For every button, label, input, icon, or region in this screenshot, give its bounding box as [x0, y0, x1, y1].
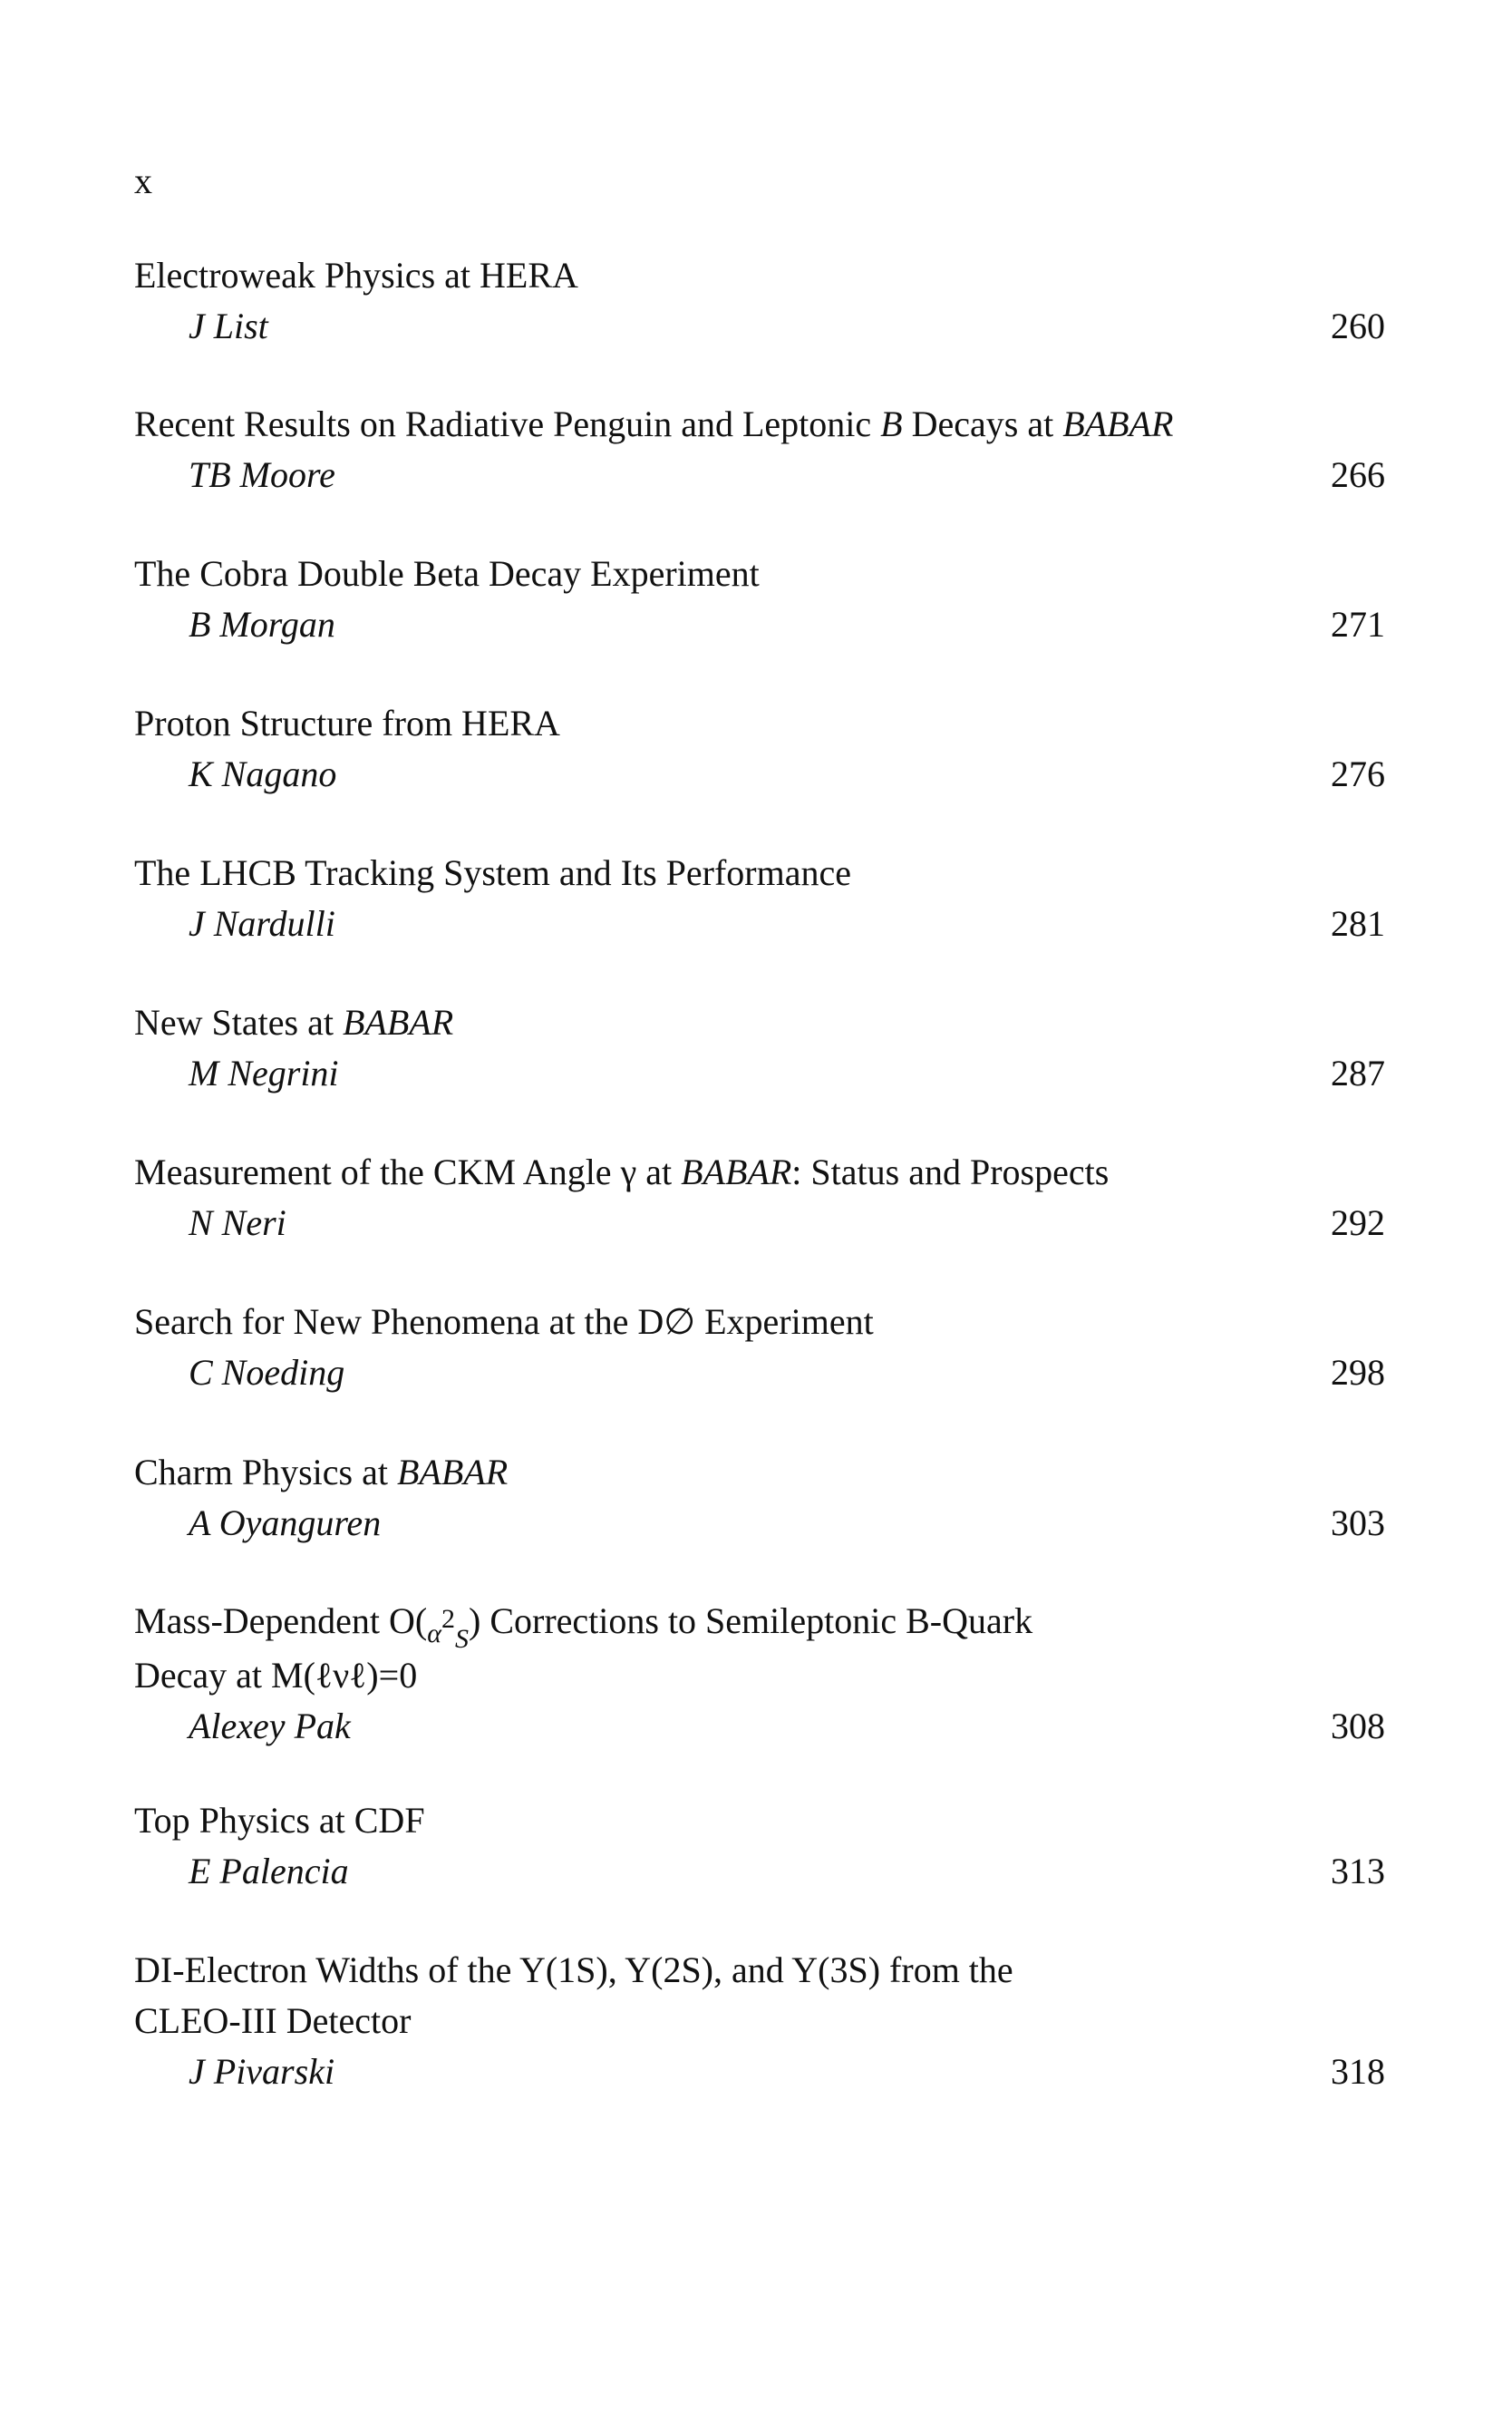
entry-title: Top Physics at CDF: [134, 1800, 425, 1841]
entry-author: TB Moore: [189, 454, 335, 495]
page-number: x: [134, 160, 152, 201]
toc-entry-11: [134, 1795, 1385, 1897]
entry-page: 266: [1331, 454, 1385, 495]
entry-page: 260: [1331, 306, 1385, 346]
entry-page: 298: [1331, 1352, 1385, 1393]
entry-title: Mass-Dependent $O(_\alpha 2_S)$ Corrections to Semileptonic B-Quark: [134, 1600, 1033, 1654]
toc-entry-10: [134, 1596, 1385, 1752]
entry-page: 287: [1331, 1053, 1385, 1094]
entry-author: J List: [189, 306, 268, 346]
entry-author: C Noeding: [189, 1352, 345, 1393]
entry-author: J Nardulli: [189, 903, 335, 944]
entry-title: DI-Electron Widths of the Y(1S), Y(2S), and Y(3S) from the: [134, 1949, 1013, 1990]
entry-title: New States at BABAR: [134, 1002, 454, 1043]
entry-title: Recent Results on Radiative Penguin and Leptonic B Decays at BABAR: [134, 403, 1174, 444]
entry-page: 318: [1331, 2051, 1385, 2092]
entry-author: Alexey Pak: [189, 1706, 351, 1746]
entry-page: 276: [1331, 753, 1385, 794]
entry-title: Measurement of the CKM Angle γ at BABAR: Status and Prospects: [134, 1152, 1110, 1192]
toc-entry-8: [134, 1297, 1385, 1398]
entry-author: J Pivarski: [189, 2051, 335, 2092]
toc-entry-2: [134, 399, 1385, 501]
entry-title: The Cobra Double Beta Decay Experiment: [134, 553, 760, 594]
entry-author: K Nagano: [189, 753, 337, 794]
entry-page: 313: [1331, 1851, 1385, 1891]
entry-author: E Palencia: [189, 1851, 349, 1891]
entry-title: The LHCB Tracking System and Its Performance: [134, 852, 851, 893]
entry-title: Proton Structure from HERA: [134, 703, 560, 744]
toc-entry-12: [134, 1945, 1385, 2097]
entry-author: A Oyanguren: [189, 1502, 382, 1543]
toc-entry-1: [134, 250, 1385, 352]
entry-page: 281: [1331, 903, 1385, 944]
entry-author: M Negrini: [189, 1053, 339, 1094]
entry-page: 271: [1331, 604, 1385, 645]
entry-page: 292: [1331, 1202, 1385, 1243]
entry-title: Electroweak Physics at HERA: [134, 255, 578, 296]
toc-entry-9: [134, 1447, 1385, 1549]
entry-page: 308: [1331, 1706, 1385, 1746]
toc-entry-4: [134, 698, 1385, 800]
toc-entry-5: [134, 848, 1385, 949]
entry-author: B Morgan: [189, 604, 335, 645]
entry-page: 303: [1331, 1502, 1385, 1543]
toc-entry-6: [134, 997, 1385, 1099]
entry-title-line2: CLEO-III Detector: [134, 2000, 412, 2041]
entry-title-line2: Decay at M(ℓνℓ)=0: [134, 1655, 418, 1696]
entry-title: Charm Physics at BABAR: [134, 1452, 509, 1492]
toc-entry-7: [134, 1147, 1385, 1249]
toc-entry-3: [134, 549, 1385, 650]
entry-title: Search for New Phenomena at the D∅ Experiment: [134, 1301, 874, 1342]
entry-author: N Neri: [189, 1202, 286, 1243]
